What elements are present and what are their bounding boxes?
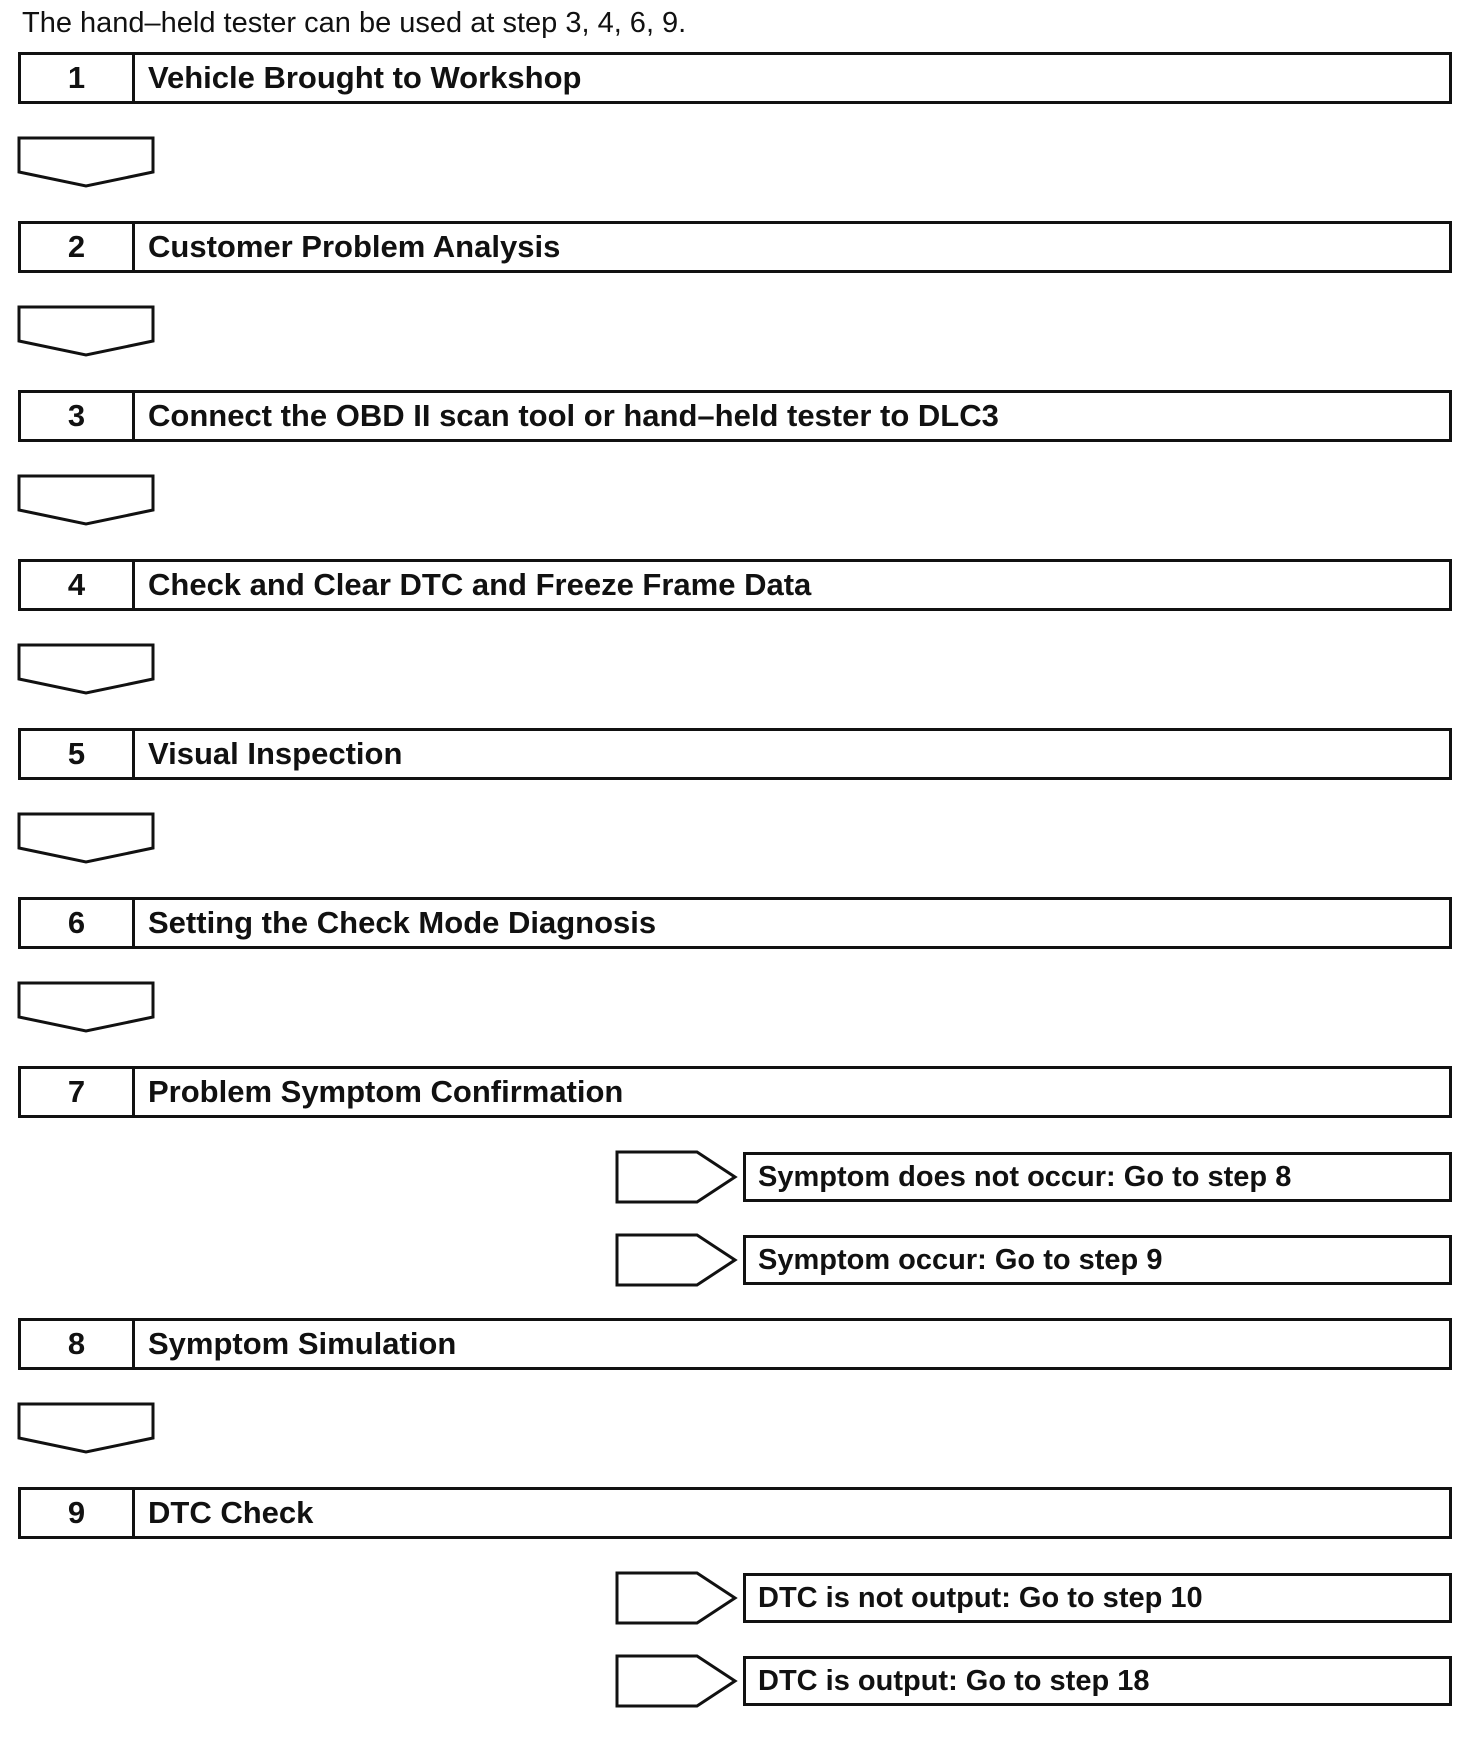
step-number: 5 (21, 731, 135, 777)
down-arrow-icon (17, 1402, 155, 1454)
down-arrow-icon (17, 305, 155, 357)
step-title: Customer Problem Analysis (148, 229, 561, 264)
step-title: Symptom Simulation (148, 1326, 457, 1361)
step-number: 6 (21, 900, 135, 946)
step-4-box (18, 559, 1452, 611)
step-number: 1 (21, 55, 135, 101)
step-6-box (18, 897, 1452, 949)
step-number: 7 (21, 1069, 135, 1115)
step-7-box (18, 1066, 1452, 1118)
branch-result-box: DTC is not output: Go to step 10 (743, 1573, 1452, 1623)
step-number: 8 (21, 1321, 135, 1367)
step-1-box (18, 52, 1452, 104)
step-title: Visual Inspection (148, 736, 403, 771)
right-arrow-icon (615, 1233, 739, 1287)
step-title: Problem Symptom Confirmation (148, 1074, 624, 1109)
step-number: 4 (21, 562, 135, 608)
step-title: Vehicle Brought to Workshop (148, 60, 582, 95)
right-arrow-icon (615, 1150, 739, 1204)
step-2-box (18, 221, 1452, 273)
branch-result-box: DTC is output: Go to step 18 (743, 1656, 1452, 1706)
down-arrow-icon (17, 136, 155, 188)
step-title: Check and Clear DTC and Freeze Frame Data (148, 567, 812, 602)
step-3-box (18, 390, 1452, 442)
step-8-box (18, 1318, 1452, 1370)
down-arrow-icon (17, 643, 155, 695)
intro-note: The hand–held tester can be used at step 3, 4, 6, 9. (22, 7, 687, 39)
branch-result-box: Symptom does not occur: Go to step 8 (743, 1152, 1452, 1202)
down-arrow-icon (17, 474, 155, 526)
down-arrow-icon (17, 981, 155, 1033)
step-title: Setting the Check Mode Diagnosis (148, 905, 657, 940)
step-title: Connect the OBD II scan tool or hand–held tester to DLC3 (148, 398, 999, 433)
step-5-box (18, 728, 1452, 780)
step-number: 9 (21, 1490, 135, 1536)
step-number: 2 (21, 224, 135, 270)
step-number: 3 (21, 393, 135, 439)
right-arrow-icon (615, 1654, 739, 1708)
step-9-box (18, 1487, 1452, 1539)
step-title: DTC Check (148, 1495, 314, 1530)
down-arrow-icon (17, 812, 155, 864)
branch-result-box: Symptom occur: Go to step 9 (743, 1235, 1452, 1285)
right-arrow-icon (615, 1571, 739, 1625)
